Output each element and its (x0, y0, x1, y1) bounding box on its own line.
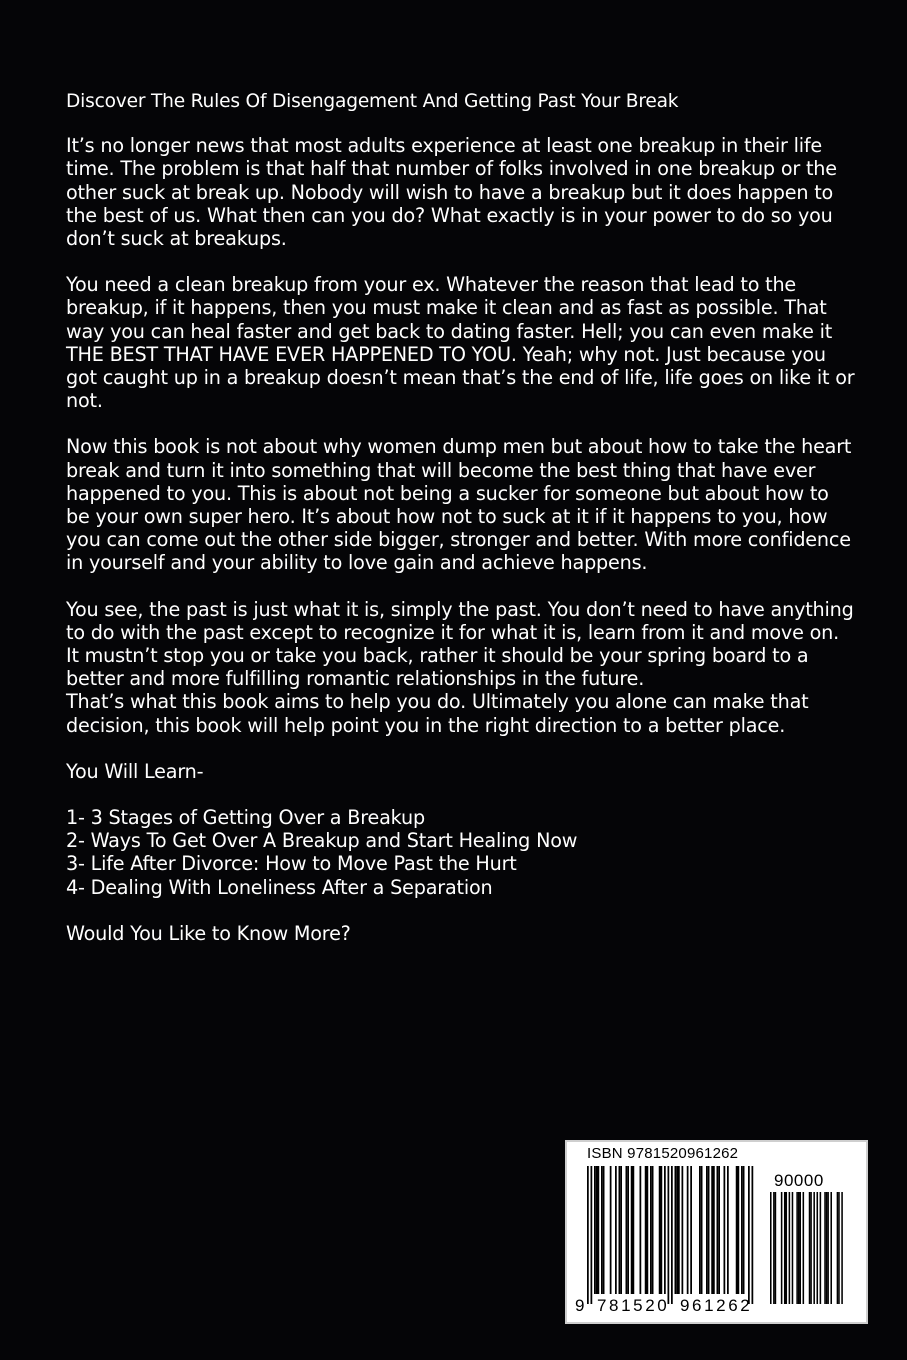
blurb-text (66, 90, 856, 945)
barcode-bar (741, 1166, 743, 1294)
barcode-bar (676, 1166, 678, 1294)
barcode-bar (652, 1166, 654, 1294)
addon-bar (820, 1192, 822, 1304)
barcode-digit-group-1: 781520 (597, 1296, 670, 1315)
blurb-paragraph-3: Now this book is not about why women dump men but about how to take the heart break and turn it into something that will become the best thing that have ever happened to you. This is about not being a sucker for someone but about how to be your own super hero. It’s about how not to suck at it if it happens to you, how you can come out the other side bigger, stronger and better. With more confidence in yourself and your ability to love gain and achieve happens. (66, 435, 852, 575)
addon-bar (817, 1192, 819, 1304)
barcode-bar (718, 1166, 720, 1294)
barcode-bar (682, 1166, 684, 1294)
addon-bar (830, 1192, 832, 1304)
barcode-bar (615, 1166, 617, 1294)
barcode-bar (587, 1166, 589, 1304)
barcode-bar (591, 1166, 593, 1304)
barcode-bar (594, 1166, 596, 1294)
addon-bar (773, 1192, 775, 1304)
barcode-bar (687, 1166, 689, 1294)
barcode-bar (671, 1166, 673, 1304)
addon-bar (798, 1192, 800, 1304)
barcode-bars (587, 1166, 777, 1306)
barcode-bar (633, 1166, 635, 1294)
addon-bar (841, 1192, 843, 1304)
addon-bar (827, 1192, 829, 1304)
barcode-bar (659, 1166, 661, 1294)
addon-bar (792, 1192, 794, 1304)
addon-bar (809, 1192, 811, 1304)
barcode-digit-group-2: 961262 (680, 1296, 753, 1315)
barcode-bar (717, 1166, 719, 1294)
blurb-paragraph-1: It’s no longer news that most adults experience at least one breakup in their life time. The problem is that half that number of folks involved in one breakup or the other suck at break up. Nobody will wish to have a breakup but it does happen to the best of us. What then can you do? What exactly is in your power to do so you don’t suck at breakups. (66, 134, 837, 251)
closing-line: Would You Like to Know More? (66, 921, 351, 945)
barcode-digit-lead: 9 (575, 1296, 585, 1315)
addon-bar (789, 1192, 791, 1304)
barcode-bar (699, 1166, 701, 1294)
barcode-bar (678, 1166, 680, 1294)
barcode-bar (708, 1166, 710, 1294)
barcode-bar (752, 1166, 754, 1304)
isbn-label: ISBN 9781520961262 (587, 1145, 739, 1162)
price-code: 90000 (774, 1171, 824, 1190)
addon-bar (799, 1192, 801, 1304)
barcode-bar (727, 1166, 729, 1294)
addon-bar (824, 1192, 826, 1304)
barcode-bar (748, 1166, 750, 1304)
barcode-bar (736, 1166, 738, 1294)
addon-barcode-bars (770, 1192, 850, 1306)
barcode-bar (711, 1166, 713, 1294)
addon-bar (813, 1192, 815, 1304)
addon-bar (770, 1192, 772, 1304)
barcode-bar (601, 1166, 603, 1294)
blurb-paragraph-4: You see, the past is just what it is, simply the past. You don’t need to have anything to do with the past except to recognize it for what it is, learn from it and move on. It mustn’t stop you or take you back, rather it should be your spring board to a better and more fulfilling romantic relationships in the future. (66, 597, 854, 691)
learn-list (66, 806, 856, 899)
barcode-bar (640, 1166, 642, 1294)
barcode-bar (743, 1166, 745, 1294)
barcode-bar (627, 1166, 629, 1294)
barcode-bar (738, 1166, 740, 1294)
barcode-bar (645, 1166, 647, 1294)
barcode-bar (620, 1166, 622, 1294)
barcode-bar (596, 1166, 598, 1294)
barcode-bar (690, 1166, 692, 1294)
barcode-bar (603, 1166, 605, 1294)
blurb-paragraph-2: You need a clean breakup from your ex. Whatever the reason that lead to the breakup, if it happens, then you must make it clean and as fast as possible. That way you can heal faster and get back to dating faster. Hell; you can even make it THE BEST THAT HAVE EVER HAPPENED TO YOU. Yeah; why not. Just because you got caught up in a breakup doesn’t mean that’s the end of life, life goes on like it or not. (66, 273, 855, 413)
addon-bar (838, 1192, 840, 1304)
barcode-bar (668, 1166, 670, 1304)
barcode-bar (598, 1166, 600, 1294)
addon-bar (826, 1192, 828, 1304)
list-item: 4- Dealing With Loneliness After a Separation (66, 875, 493, 899)
addon-bar (803, 1192, 805, 1304)
barcode-bar (664, 1166, 666, 1294)
barcode-bar (701, 1166, 703, 1294)
addon-bar (781, 1192, 783, 1304)
barcode-bar (724, 1166, 726, 1294)
list-item: 2- Ways To Get Over A Breakup and Start Healing Now (66, 829, 578, 853)
addon-bar (796, 1192, 798, 1304)
blurb-heading: Discover The Rules Of Disengagement And Getting Past Your Break (66, 91, 679, 112)
learn-heading: You Will Learn- (66, 759, 204, 783)
addon-bar (775, 1192, 777, 1304)
barcode-bar (619, 1166, 621, 1294)
barcode-bar (713, 1166, 715, 1294)
barcode-bar (647, 1166, 649, 1294)
list-item: 1- 3 Stages of Getting Over a Breakup (66, 806, 425, 830)
addon-bar (810, 1192, 812, 1304)
barcode-bar (661, 1166, 663, 1294)
addon-bar (784, 1192, 786, 1304)
barcode-bar (650, 1166, 652, 1294)
isbn-barcode (565, 1140, 868, 1324)
list-item: 3- Life After Divorce: How to Move Past the Hurt (66, 852, 517, 876)
addon-bar (837, 1192, 839, 1304)
barcode-bar (626, 1166, 628, 1294)
blurb-paragraph-5: That’s what this book aims to help you do. Ultimately you alone can make that decision, this book will help point you in the right direction to a better place. (66, 690, 809, 737)
barcode-bar (706, 1166, 708, 1294)
barcode-bar (631, 1166, 633, 1294)
barcode-bar (675, 1166, 677, 1294)
addon-bar (786, 1192, 788, 1304)
barcode-bar (610, 1166, 612, 1294)
